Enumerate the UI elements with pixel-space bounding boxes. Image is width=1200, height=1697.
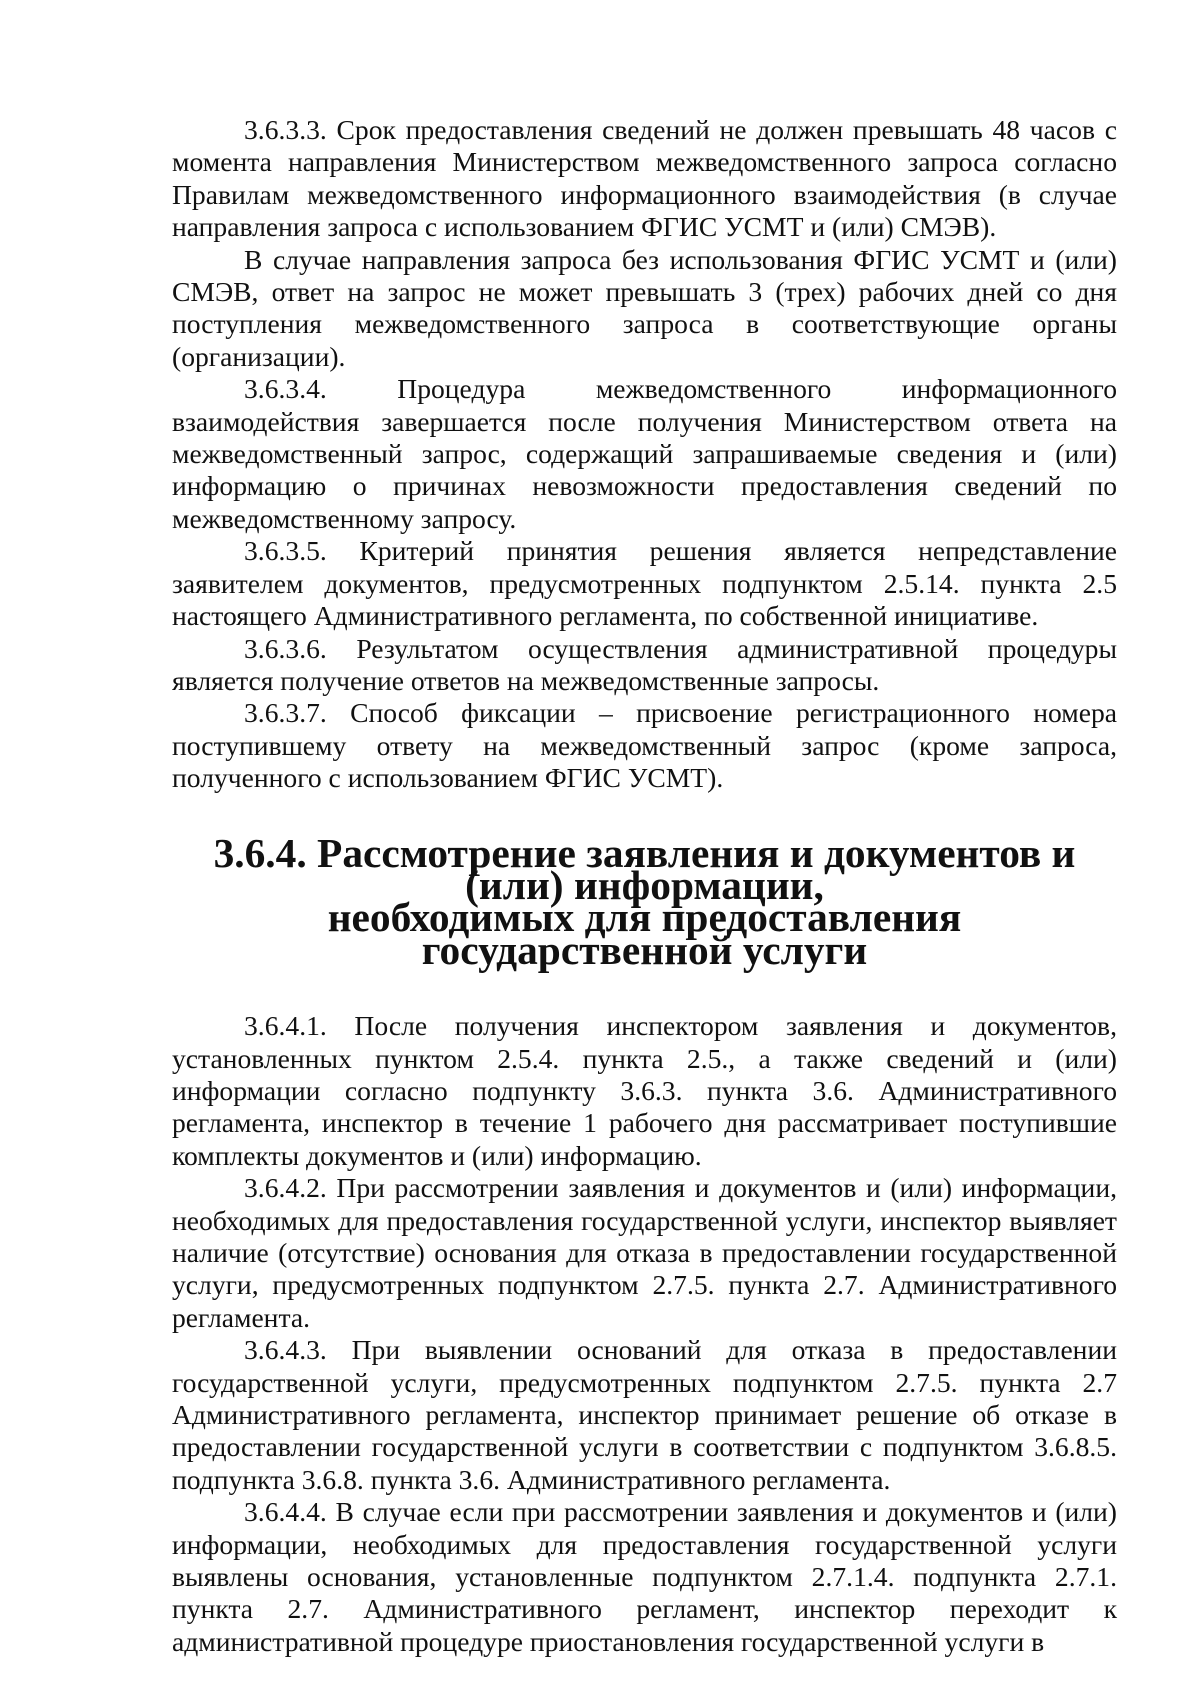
paragraph-3-6-4-2: 3.6.4.2. При рассмотрении заявления и документов и (или) информации, необходимых для предоставления государственной услуги, инспектор выявляет наличие (отсутствие) основания для отказа в предоставлении государственной услуги, предусмотренных подпунктом 2.7.5. пункта 2.7. Административного регламента. (172, 1172, 1117, 1333)
paragraph-3-6-3-4: 3.6.3.4. Процедура межведомственного информационного взаимодействия завершается после получения Министерством ответа на межведомственный запрос, содержащий запрашиваемые сведения и (или) информацию о причинах невозможности предоставления сведений по межведомственному запросу. (172, 373, 1117, 534)
paragraph-3-6-3-3: 3.6.3.3. Срок предоставления сведений не должен превышать 48 часов с момента направления Министерством межведомственного запроса согласно Правилам межведомственного информационного взаимодействия (в случае направления запроса с использованием ФГИС УСМТ и (или) СМЭВ). (172, 114, 1117, 243)
section-heading-line-1: 3.6.4. Рассмотрение заявления и документов и (или) информации, (213, 829, 1076, 908)
paragraph-3-6-4-4: 3.6.4.4. В случае если при рассмотрении заявления и документов и (или) информации, необходимых для предоставления государственной услуги выявлены основания, установленные подпунктом 2.7.1.4. подпункта 2.7.1. пункта 2.7. Административного регламент, инспектор переходит к административной процедуре приостановления государственной услуги в (172, 1496, 1117, 1657)
paragraph-smev-note: В случае направления запроса без использования ФГИС УСМТ и (или) СМЭВ, ответ на запрос не может превышать 3 (трех) рабочих дней со дня поступления межведомственного запроса в соответствующие органы (организации). (172, 243, 1117, 372)
paragraph-3-6-4-3: 3.6.4.3. При выявлении оснований для отказа в предоставлении государственной услуги, предусмотренных подпунктом 2.7.5. пункта 2.7 Административного регламента, инспектор принимает решение об отказе в предоставлении государственной услуги в соответствии с подпунктом 3.6.8.5. подпункта 3.6.8. пункта 3.6. Административного регламента. (172, 1334, 1117, 1495)
section-heading-3-6-4 (172, 829, 1117, 973)
paragraph-3-6-4-1: 3.6.4.1. После получения инспектором заявления и документов, установленных пунктом 2.5.4. пункта 2.5., а также сведений и (или) информации согласно подпункту 3.6.3. пункта 3.6. Административного регламента, инспектор в течение 1 рабочего дня рассматривает поступившие комплекты документов и (или) информацию. (172, 1010, 1117, 1171)
paragraph-3-6-3-7: 3.6.3.7. Способ фиксации – присвоение регистрационного номера поступившему ответу на межведомственный запрос (кроме запроса, полученного с использованием ФГИС УСМТ). (172, 697, 1117, 794)
document-body (172, 114, 1117, 1658)
section-heading-line-2: необходимых для предоставления государственной услуги (327, 894, 962, 973)
paragraph-3-6-3-6: 3.6.3.6. Результатом осуществления административной процедуры является получение ответов на межведомственные запросы. (172, 632, 1117, 696)
paragraph-3-6-3-5: 3.6.3.5. Критерий принятия решения является непредставление заявителем документов, предусмотренных подпунктом 2.5.14. пункта 2.5 настоящего Административного регламента, по собственной инициативе. (172, 535, 1117, 632)
